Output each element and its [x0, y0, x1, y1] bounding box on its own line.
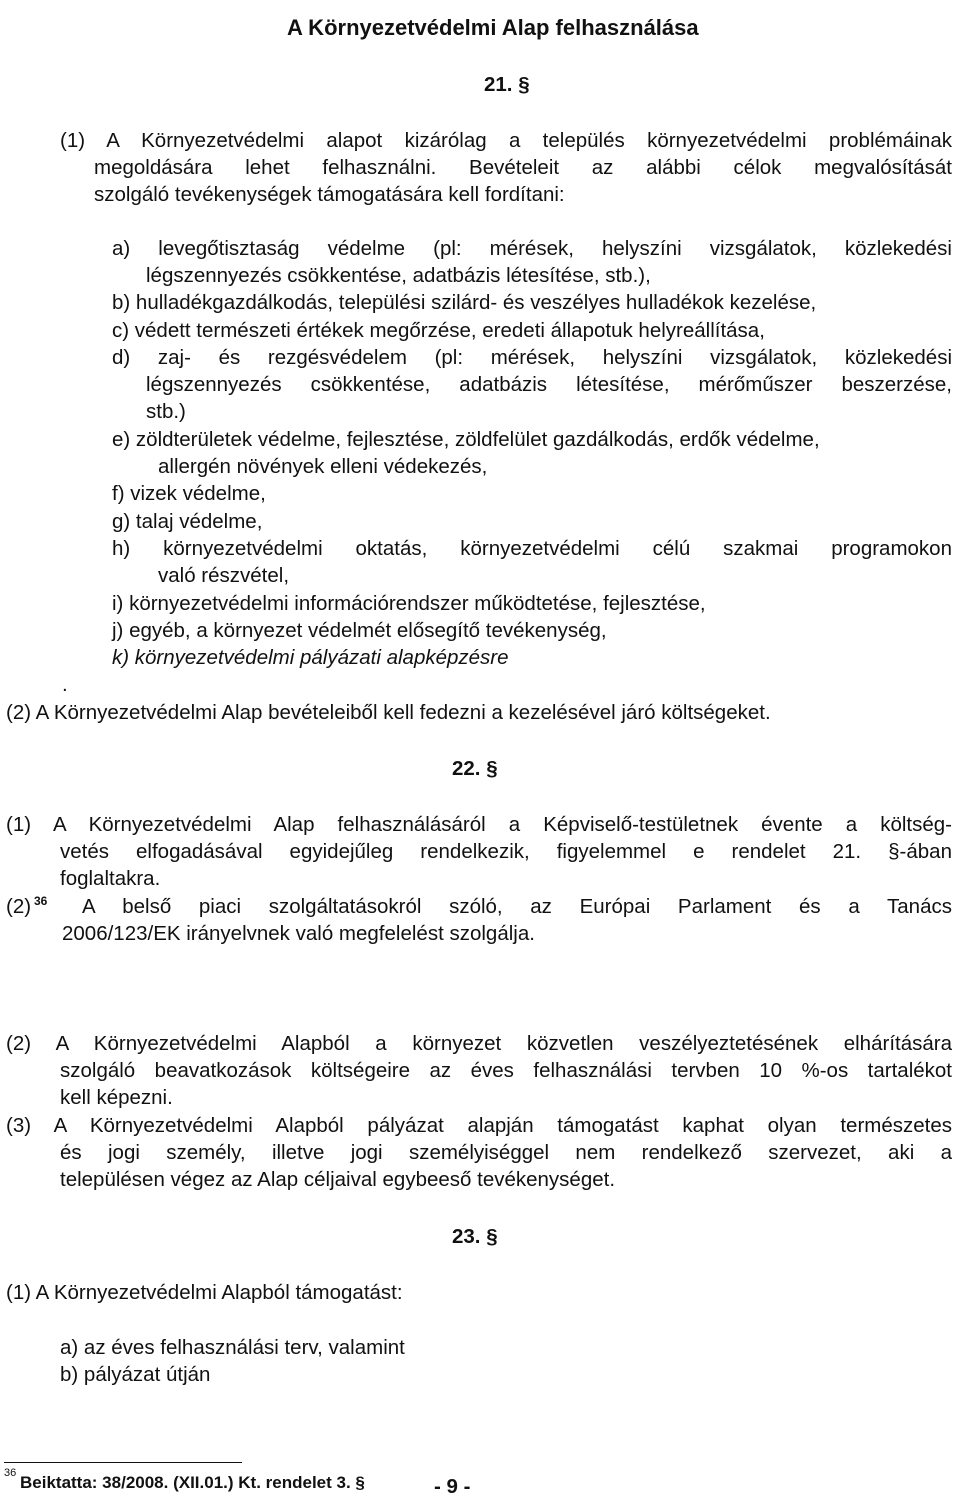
- list-item-a-line1: a) levegőtisztaság védelme (pl: mérések, helyszíni vizsgálatok, közlekedési: [112, 237, 952, 260]
- list-item-c: c) védett természeti értékek megőrzése, eredeti állapotuk helyreállítása,: [112, 319, 765, 342]
- section23-p1: (1) A Környezetvédelmi Alapból támogatást:: [6, 1281, 403, 1304]
- section23-item-a: a) az éves felhasználási terv, valamint: [60, 1336, 405, 1359]
- section23-item-b: b) pályázat útján: [60, 1363, 211, 1386]
- list-item-g: g) talaj védelme,: [112, 510, 263, 533]
- list-item-k: k) környezetvédelmi pályázati alapképzésre: [112, 646, 509, 669]
- page-title: A Környezetvédelmi Alap felhasználása: [287, 15, 699, 40]
- list-item-d-line1: d) zaj- és rezgésvédelem (pl: mérések, helyszíni vizsgálatok, közlekedési: [112, 346, 952, 369]
- list-item-b: b) hulladékgazdálkodás, települési szilárd- és veszélyes hulladékok kezelése,: [112, 291, 817, 314]
- section22-p1-line1: (1) A Környezetvédelmi Alap felhasználásáról a Képviselő-testületnek évente a költség-: [6, 813, 952, 836]
- section22-p2b-line1: (2) A Környezetvédelmi Alapból a környezet közvetlen veszélyeztetésének elhárítására: [6, 1032, 952, 1055]
- section22-p3-line2: és jogi személy, illetve jogi személyiséggel nem rendelkező szervezet, aki a: [60, 1141, 952, 1164]
- list-item-i: i) környezetvédelmi információrendszer működtetése, fejlesztése,: [112, 592, 706, 615]
- section22-p1-line3: foglaltakra.: [60, 867, 161, 890]
- list-item-e-line2: allergén növények elleni védekezés,: [158, 455, 488, 478]
- section22-p2b-line2: szolgáló beavatkozások költségeire az éves felhasználási tervben 10 %-os tartalékot: [60, 1059, 952, 1082]
- footnote-ref: 36: [34, 894, 48, 908]
- stray-dot: .: [62, 673, 68, 696]
- section22-p1-line2: vetés elfogadásával egyidejűleg rendelkezik, figyelemmel e rendelet 21. §-ában: [60, 840, 952, 863]
- list-item-f: f) vizek védelme,: [112, 482, 266, 505]
- list-item-d-line3: stb.): [146, 400, 186, 423]
- section22-p2-line2: 2006/123/EK irányelvnek való megfelelést szolgálja.: [62, 922, 535, 945]
- section21-p1-line2: megoldására lehet felhasználni. Bevételeit az alábbi célok megvalósítását: [94, 156, 952, 179]
- list-item-j: j) egyéb, a környezet védelmét elősegítő tevékenység,: [112, 619, 607, 642]
- section22-p3-line1: (3) A Környezetvédelmi Alapból pályázat alapján támogatást kaphat olyan természetes: [6, 1114, 952, 1137]
- list-item-a-line2: légszennyezés csökkentése, adatbázis létesítése, stb.),: [146, 264, 651, 287]
- section-heading-22: 22. §: [452, 757, 498, 780]
- section21-p2: (2) A Környezetvédelmi Alap bevételeiből kell fedezni a kezelésével járó költségeket.: [6, 701, 771, 724]
- section22-p2-label: (2): [6, 895, 32, 918]
- section21-p1-line3: szolgáló tevékenységek támogatására kell fordítani:: [94, 183, 565, 206]
- footnote-text: Beiktatta: 38/2008. (XII.01.) Kt. rendelet 3. §: [20, 1473, 365, 1492]
- list-item-e-line1: e) zöldterületek védelme, fejlesztése, zöldfelület gazdálkodás, erdők védelme,: [112, 428, 820, 451]
- section22-p3-line3: településen végez az Alap céljaival egybeeső tevékenységet.: [60, 1168, 616, 1191]
- section21-p1-line1: (1) A Környezetvédelmi alapot kizárólag a település környezetvédelmi problémáinak: [60, 129, 952, 152]
- footnote-separator: [4, 1462, 242, 1463]
- list-item-d-line2: légszennyezés csökkentése, adatbázis létesítése, mérőműszer beszerzése,: [146, 373, 952, 396]
- section-heading-21: 21. §: [484, 73, 530, 96]
- section-heading-23: 23. §: [452, 1225, 498, 1248]
- list-item-h-line2: való részvétel,: [158, 564, 290, 587]
- section22-p2b-line3: kell képezni.: [60, 1086, 173, 1109]
- page-number: - 9 -: [434, 1475, 471, 1498]
- section22-p2-line1: A belső piaci szolgáltatásokról szóló, az Európai Parlament és a Tanács: [82, 895, 952, 918]
- footnote-number: 36: [4, 1467, 17, 1479]
- list-item-h-line1: h) környezetvédelmi oktatás, környezetvédelmi célú szakmai programokon: [112, 537, 952, 560]
